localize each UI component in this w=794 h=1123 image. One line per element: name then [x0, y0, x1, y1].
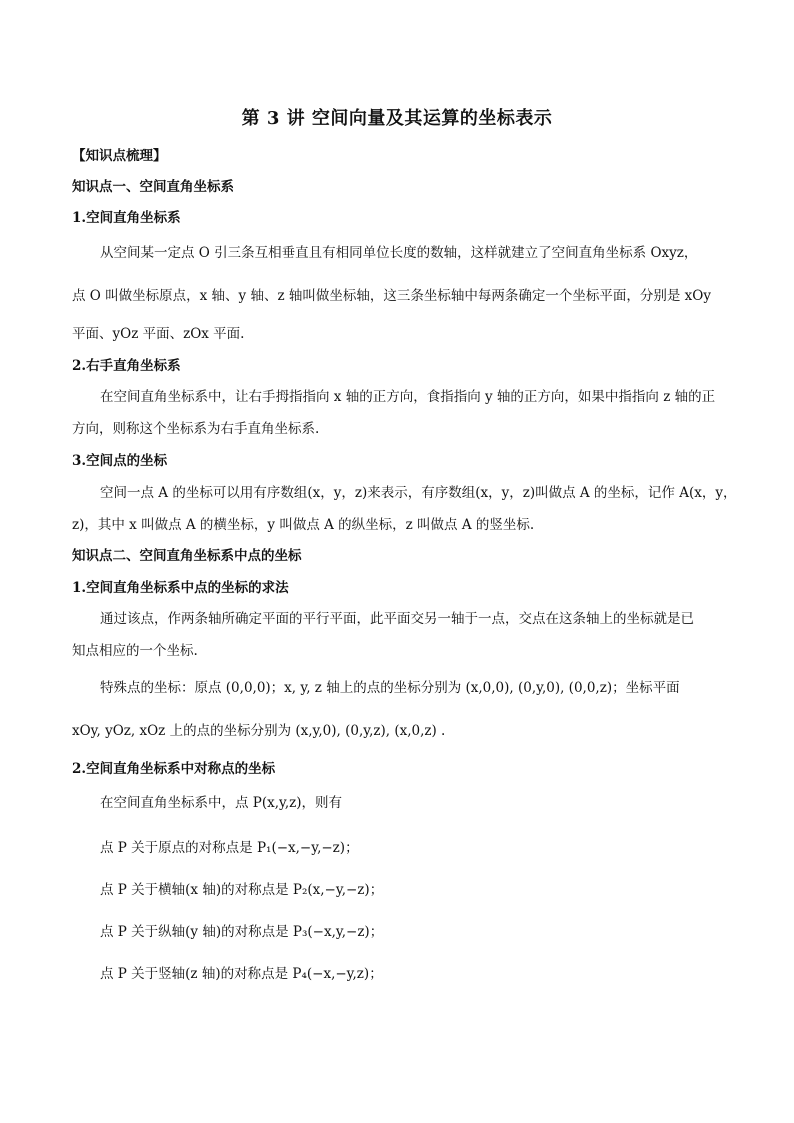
kp1-s2-paragraph-line1: 在空间直角坐标系中，让右手拇指指向 x 轴的正方向，食指指向 y 轴的正方向，如果中指指向 z 轴的正 [100, 389, 716, 405]
kp1-s1-heading: 1.空间直角坐标系 [72, 210, 181, 226]
kp1-s1-paragraph-line3: 平面、yOz 平面、zOx 平面. [72, 326, 245, 342]
kp1-s3-heading: 3.空间点的坐标 [72, 453, 168, 469]
symmetric-point-origin: 点 P 关于原点的对称点是 P₁(−x,−y,−z)； [100, 840, 359, 856]
kp2-heading: 知识点二、空间直角坐标系中点的坐标 [72, 548, 302, 564]
kp1-s1-paragraph-line2: 点 O 叫做坐标原点，x 轴、y 轴、z 轴叫做坐标轴，这三条坐标轴中每两条确定一个坐标平面，分别是 xOy [72, 288, 711, 304]
symmetric-point-y-axis: 点 P 关于纵轴(y 轴)的对称点是 P₃(−x,y,−z)； [100, 924, 384, 940]
kp2-s1-paragraph-line1: 通过该点，作两条轴所确定平面的平行平面，此平面交另一轴于一点，交点在这条轴上的坐标就是已 [100, 611, 694, 627]
kp2-s2-intro: 在空间直角坐标系中，点 P(x,y,z)，则有 [100, 795, 343, 811]
kp1-s1-paragraph-line1: 从空间某一定点 O 引三条互相垂直且有相同单位长度的数轴，这样就建立了空间直角坐标系 Oxyz， [100, 245, 698, 261]
kp2-s2-heading: 2.空间直角坐标系中对称点的坐标 [72, 761, 276, 777]
kp1-s3-paragraph-line2: z)，其中 x 叫做点 A 的横坐标，y 叫做点 A 的纵坐标，z 叫做点 A 的竖坐标. [72, 517, 535, 533]
section-heading: 【知识点梳理】 [72, 148, 167, 164]
symmetric-point-z-axis: 点 P 关于竖轴(z 轴)的对称点是 P₄(−x,−y,z)； [100, 966, 383, 982]
kp1-heading: 知识点一、空间直角坐标系 [72, 179, 234, 195]
kp2-s1-special-points-line2: xOy, yOz, xOz 上的点的坐标分别为 (x,y,0), (0,y,z), (x,0,z) . [72, 723, 446, 739]
symmetric-point-x-axis: 点 P 关于横轴(x 轴)的对称点是 P₂(x,−y,−z)； [100, 882, 384, 898]
kp1-s2-heading: 2.右手直角坐标系 [72, 358, 181, 374]
kp2-s1-special-points-line1: 特殊点的坐标：原点 (0,0,0)；x, y, z 轴上的点的坐标分别为 (x,0,0), (0,y,0), (0,0,z)；坐标平面 [100, 680, 680, 696]
page-title: 第 3 讲 空间向量及其运算的坐标表示 [241, 108, 553, 129]
kp1-s2-paragraph-line2: 方向，则称这个坐标系为右手直角坐标系. [72, 421, 320, 437]
kp2-s1-heading: 1.空间直角坐标系中点的坐标的求法 [72, 580, 289, 596]
kp1-s3-paragraph-line1: 空间一点 A 的坐标可以用有序数组(x，y，z)来表示，有序数组(x，y，z)叫做点 A 的坐标，记作 A(x，y， [100, 485, 737, 501]
kp2-s1-paragraph-line2: 知点相应的一个坐标. [72, 643, 198, 659]
